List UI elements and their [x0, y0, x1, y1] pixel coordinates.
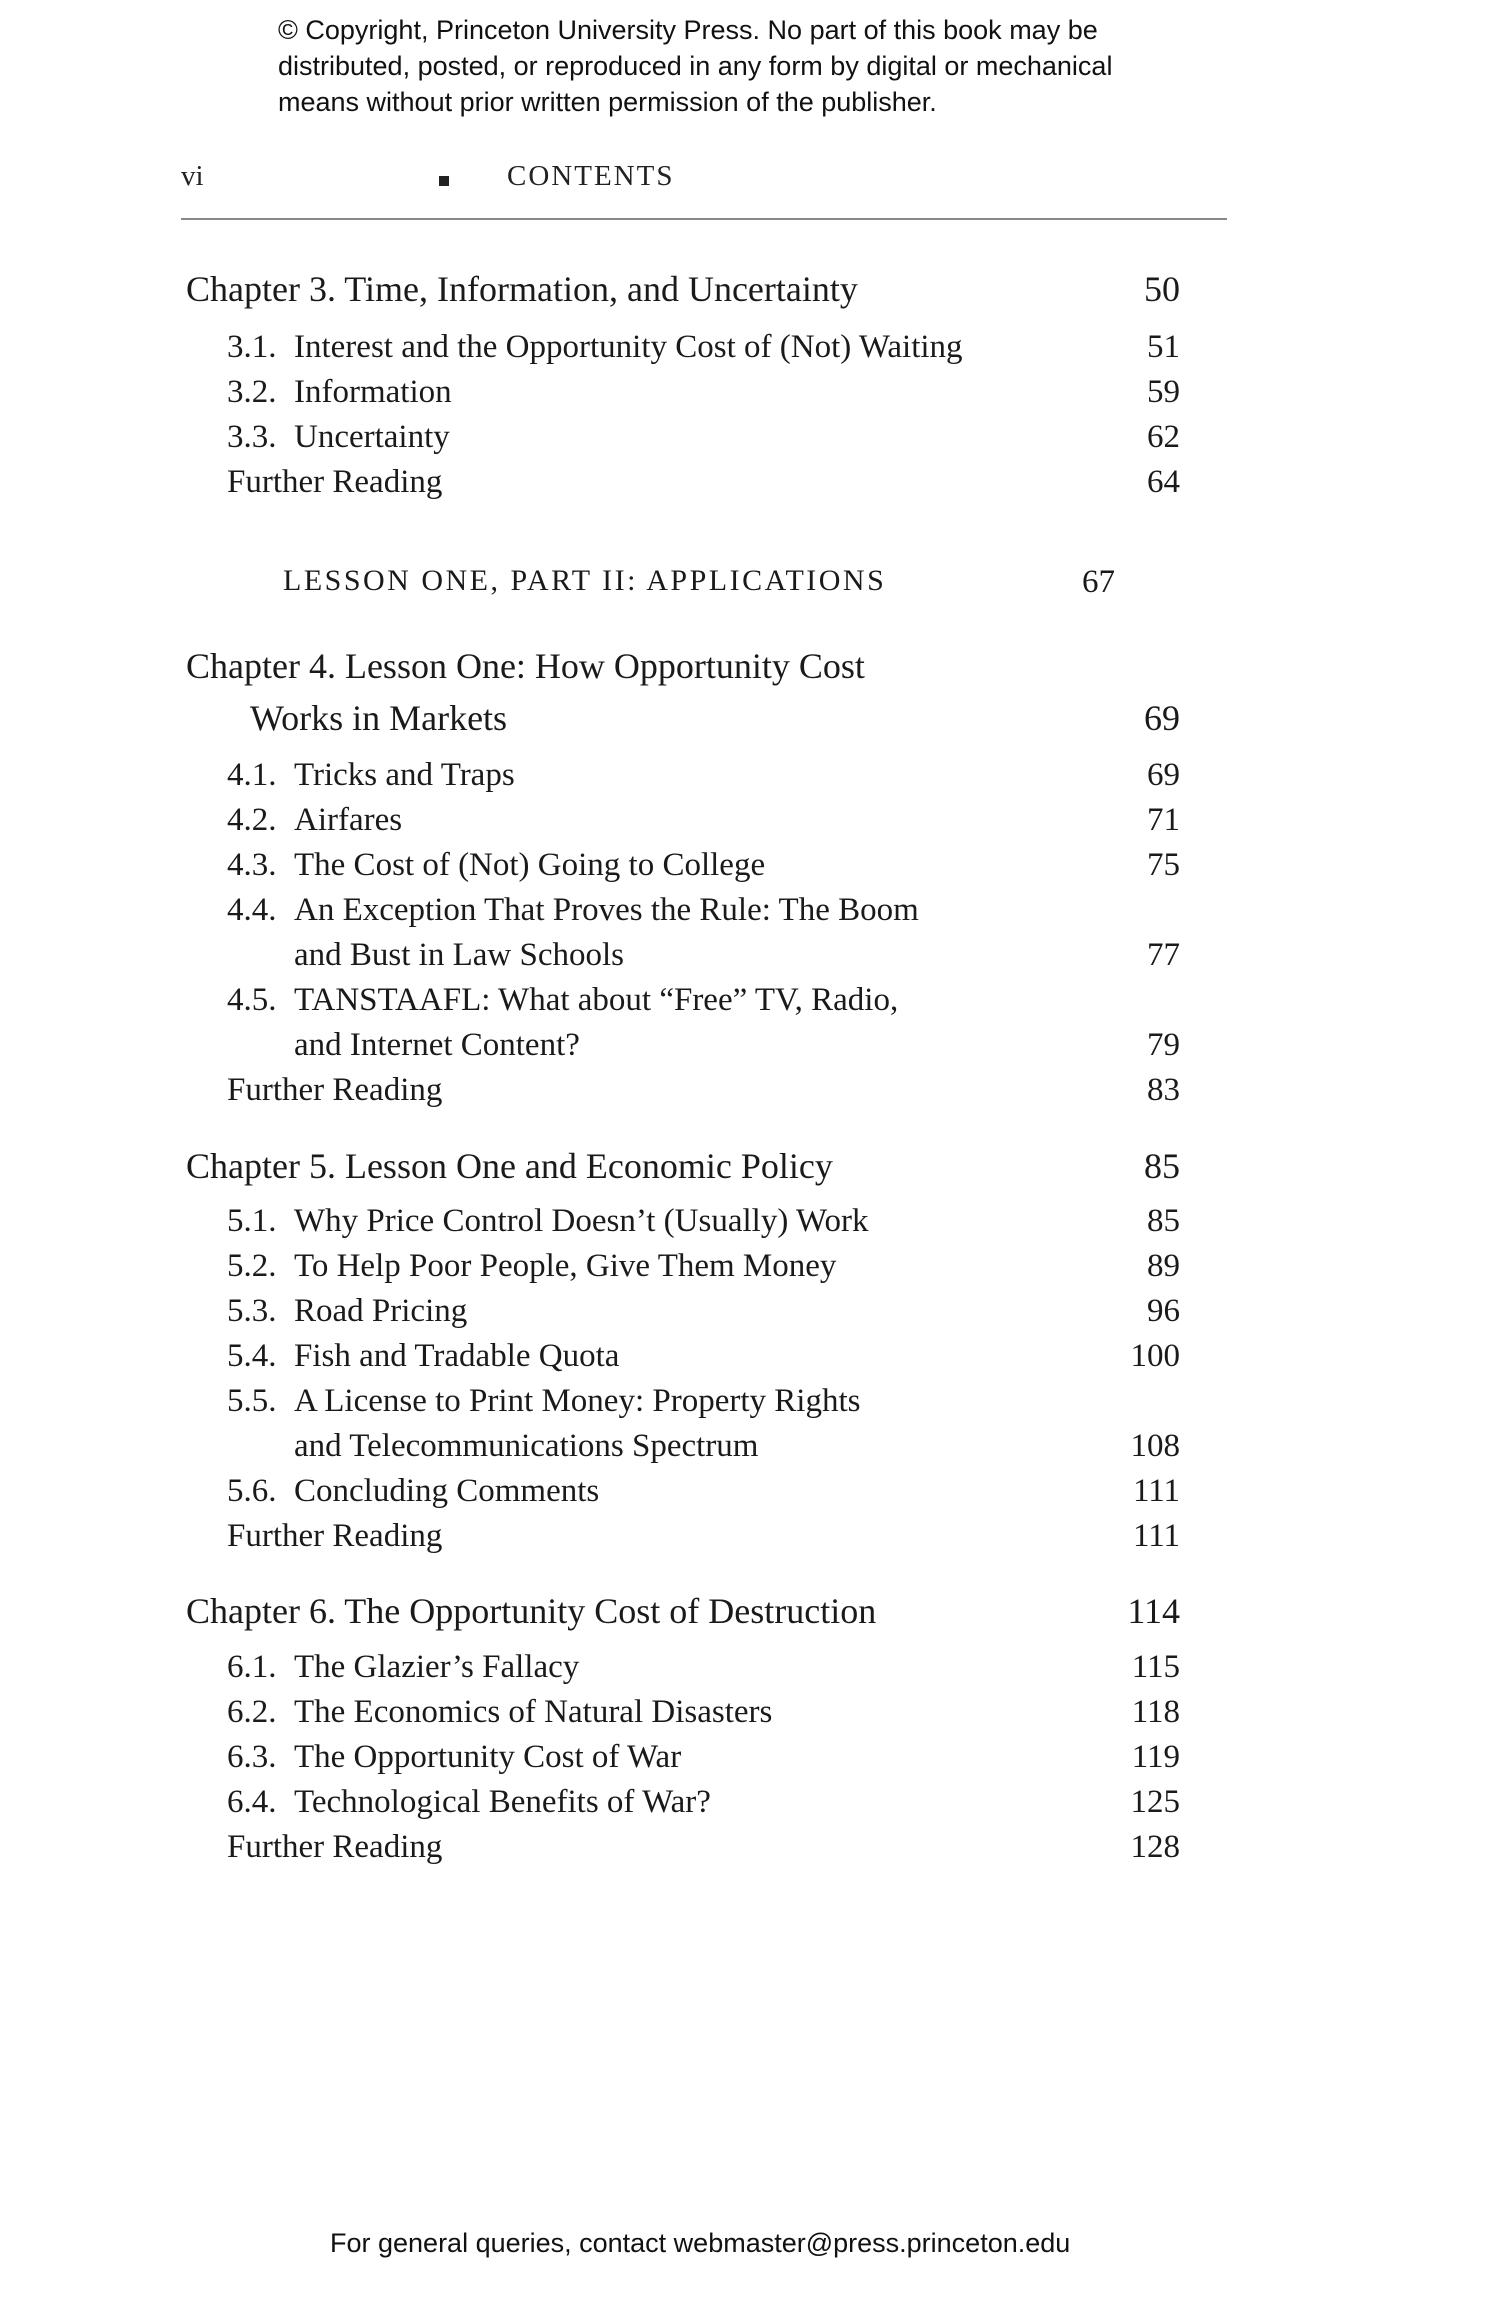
further-reading-title: Further Reading	[227, 1829, 443, 1865]
section-number: 5.6.	[227, 1473, 277, 1509]
section-title-continued: and Telecommunications Spectrum	[294, 1428, 759, 1464]
section-title: Road Pricing	[294, 1293, 468, 1329]
section-number: 6.3.	[227, 1739, 277, 1775]
further-reading-title: Further Reading	[227, 464, 443, 500]
chapter-title: Chapter 4. Lesson One: How Opportunity Cost	[186, 646, 865, 686]
copyright-line: means without prior written permission of the publisher.	[278, 87, 937, 117]
section-number: 4.1.	[227, 757, 277, 793]
page-number: 75	[1147, 847, 1180, 883]
page-number: 71	[1147, 802, 1180, 838]
page-folio: vi	[181, 160, 204, 192]
page-number: 50	[1144, 269, 1180, 309]
chapter-title: Chapter 6. The Opportunity Cost of Destruction	[186, 1591, 877, 1631]
page-number: 69	[1144, 698, 1180, 738]
running-head	[181, 160, 1227, 200]
section-number: 6.2.	[227, 1694, 277, 1730]
page-number: 89	[1147, 1248, 1180, 1284]
page-number: 114	[1127, 1591, 1180, 1631]
footer-contact-text: For general queries, contact webmaster@press.princeton.edu	[330, 2228, 1071, 2258]
section-title: Interest and the Opportunity Cost of (Not) Waiting	[294, 329, 963, 365]
section-number: 5.5.	[227, 1383, 277, 1419]
section-number: 6.1.	[227, 1649, 277, 1685]
section-title: Uncertainty	[294, 419, 450, 455]
section-number: 6.4.	[227, 1784, 277, 1820]
page-number: 119	[1131, 1739, 1180, 1775]
page-number: 128	[1130, 1829, 1180, 1865]
section-title: The Cost of (Not) Going to College	[294, 847, 766, 883]
section-number: 4.5.	[227, 982, 277, 1018]
running-head-title: CONTENTS	[507, 160, 675, 192]
section-title: Concluding Comments	[294, 1473, 600, 1509]
part-title: LESSON ONE, PART II: APPLICATIONS	[283, 564, 887, 597]
section-title-continued: and Bust in Law Schools	[294, 937, 624, 973]
page-number: 85	[1147, 1203, 1180, 1239]
section-title: Information	[294, 374, 452, 410]
section-title: Technological Benefits of War?	[294, 1784, 711, 1820]
page-number: 85	[1144, 1146, 1180, 1186]
section-title: The Economics of Natural Disasters	[294, 1694, 773, 1730]
section-number: 3.3.	[227, 419, 277, 455]
section-title-continued: and Internet Content?	[294, 1027, 580, 1063]
section-number: 5.2.	[227, 1248, 277, 1284]
copyright-line: © Copyright, Princeton University Press. No part of this book may be	[278, 15, 1098, 45]
section-title: The Glazier’s Fallacy	[294, 1649, 580, 1685]
page-number: 83	[1147, 1072, 1180, 1108]
page-number: 125	[1130, 1784, 1180, 1820]
header-rule	[181, 218, 1227, 220]
section-title: Airfares	[294, 802, 403, 838]
section-title: Fish and Tradable Quota	[294, 1338, 620, 1374]
section-number: 3.1.	[227, 329, 277, 365]
page-number: 67	[1082, 564, 1115, 600]
page-number: 77	[1147, 937, 1180, 973]
chapter-title: Chapter 3. Time, Information, and Uncertainty	[186, 269, 858, 309]
chapter-title: Chapter 5. Lesson One and Economic Policy	[186, 1146, 833, 1186]
section-number: 4.4.	[227, 892, 277, 928]
further-reading-title: Further Reading	[227, 1518, 443, 1554]
page-number: 64	[1147, 464, 1180, 500]
chapter-title-continued: Works in Markets	[250, 698, 508, 738]
page-number: 51	[1147, 329, 1180, 365]
section-title: An Exception That Proves the Rule: The Boom	[294, 892, 919, 928]
page-number: 59	[1147, 374, 1180, 410]
page-number: 69	[1147, 757, 1180, 793]
square-bullet-icon	[439, 176, 449, 186]
section-number: 4.2.	[227, 802, 277, 838]
section-title: The Opportunity Cost of War	[294, 1739, 682, 1775]
section-title: To Help Poor People, Give Them Money	[294, 1248, 837, 1284]
section-number: 3.2.	[227, 374, 277, 410]
section-number: 5.4.	[227, 1338, 277, 1374]
page-number: 108	[1130, 1428, 1180, 1464]
section-title: TANSTAAFL: What about “Free” TV, Radio,	[294, 982, 899, 1018]
copyright-line: distributed, posted, or reproduced in any form by digital or mechanical	[278, 51, 1113, 81]
page-number: 111	[1132, 1473, 1180, 1509]
section-number: 5.3.	[227, 1293, 277, 1329]
page-number: 111	[1132, 1518, 1180, 1554]
copyright-notice	[278, 12, 1238, 120]
section-title: A License to Print Money: Property Rights	[294, 1383, 861, 1419]
page-number: 118	[1131, 1694, 1180, 1730]
section-number: 5.1.	[227, 1203, 277, 1239]
further-reading-title: Further Reading	[227, 1072, 443, 1108]
section-title: Tricks and Traps	[294, 757, 515, 793]
page-number: 62	[1147, 419, 1180, 455]
section-number: 4.3.	[227, 847, 277, 883]
page-number: 115	[1131, 1649, 1180, 1685]
page-number: 96	[1147, 1293, 1180, 1329]
page-number: 79	[1147, 1027, 1180, 1063]
section-title: Why Price Control Doesn’t (Usually) Work	[294, 1203, 869, 1239]
page-number: 100	[1130, 1338, 1180, 1374]
